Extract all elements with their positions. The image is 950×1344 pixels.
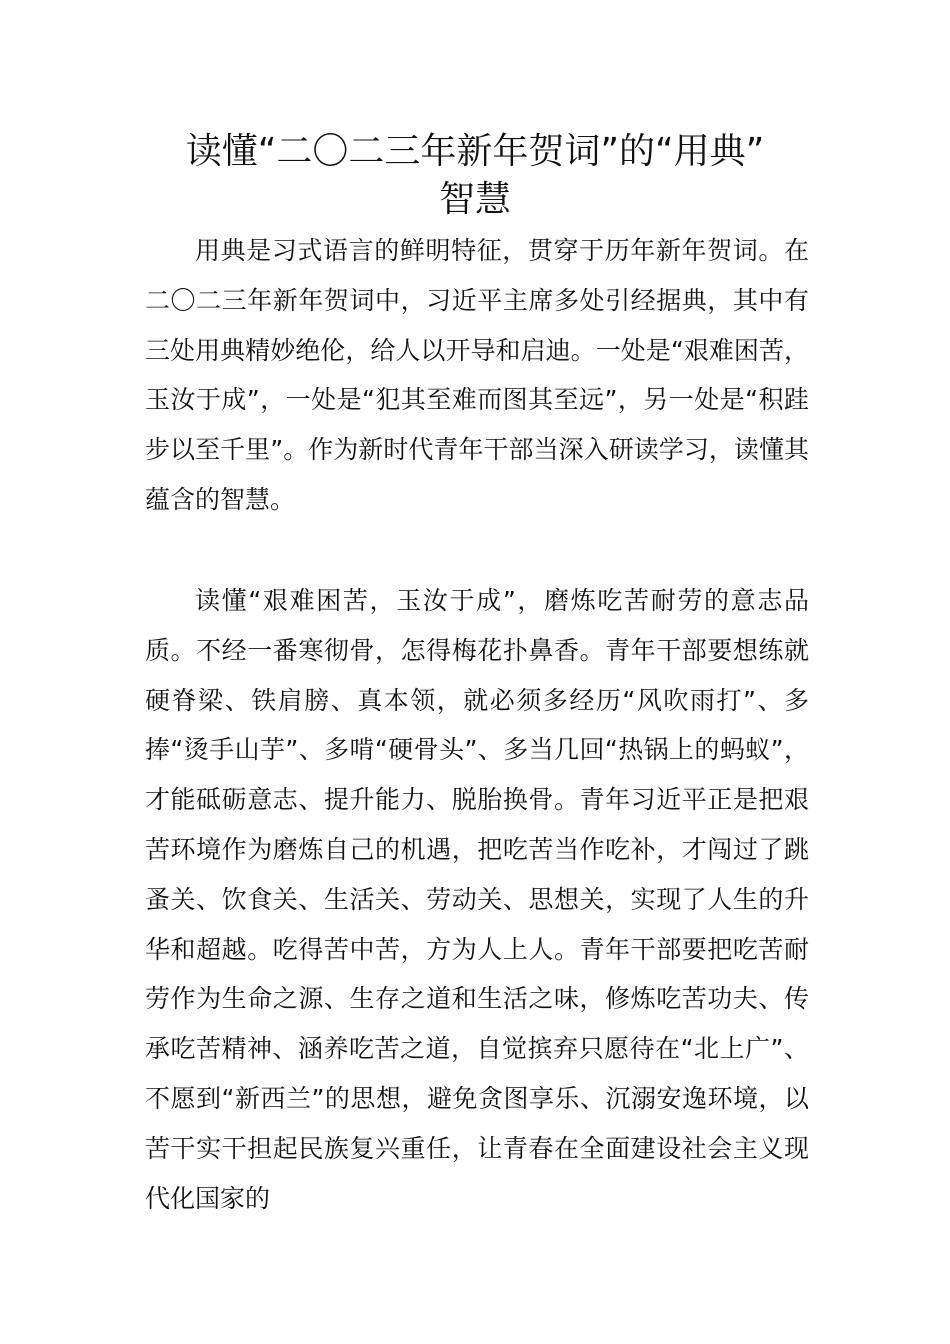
intro-paragraph: 用典是习式语言的鲜明特征，贯穿于历年新年贺词。在二〇二三年新年贺词中，习近平主席多处引经据典，其中有三处用典精妙绝伦，给人以开导和启迪。一处是“艰难困苦，玉汝于成”，一处是“犯其至难而图其至远”，另一处是“积跬步以至千里”。作为新时代青年干部当深入研读学习，读懂其蕴含的智慧。: [145, 236, 809, 514]
title-line-1: 读懂“二〇二三年新年贺词”的“用典”: [185, 131, 765, 172]
document-title: [100, 128, 850, 224]
section-paragraph: 读懂“艰难困苦，玉汝于成”，磨炼吃苦耐劳的意志品质。不经一番寒彻骨，怎得梅花扑鼻香。青年干部要想练就硬脊梁、铁肩膀、真本领，就必须多经历“风吹雨打”、多捧“烫手山芋”、多啃“硬骨头”、多当几回“热锅上的蚂蚁”，才能砥砺意志、提升能力、脱胎换骨。青年习近平正是把艰苦环境作为磨炼自己的机遇，把吃苦当作吃补，才闯过了跳蚤关、饮食关、生活关、劳动关、思想关，实现了人生的升华和超越。吃得苦中苦，方为人上人。青年干部要把吃苦耐劳作为生命之源、生存之道和生活之味，修炼吃苦功夫、传承吃苦精神、涵养吃苦之道，自觉摈弃只愿待在“北上广”、不愿到“新西兰”的思想，避免贪图享乐、沉溺安逸环境，以苦干实干担起民族复兴重任，让青春在全面建设社会主义现代化国家的: [145, 586, 809, 1213]
title-line-2: 智慧: [438, 179, 511, 220]
